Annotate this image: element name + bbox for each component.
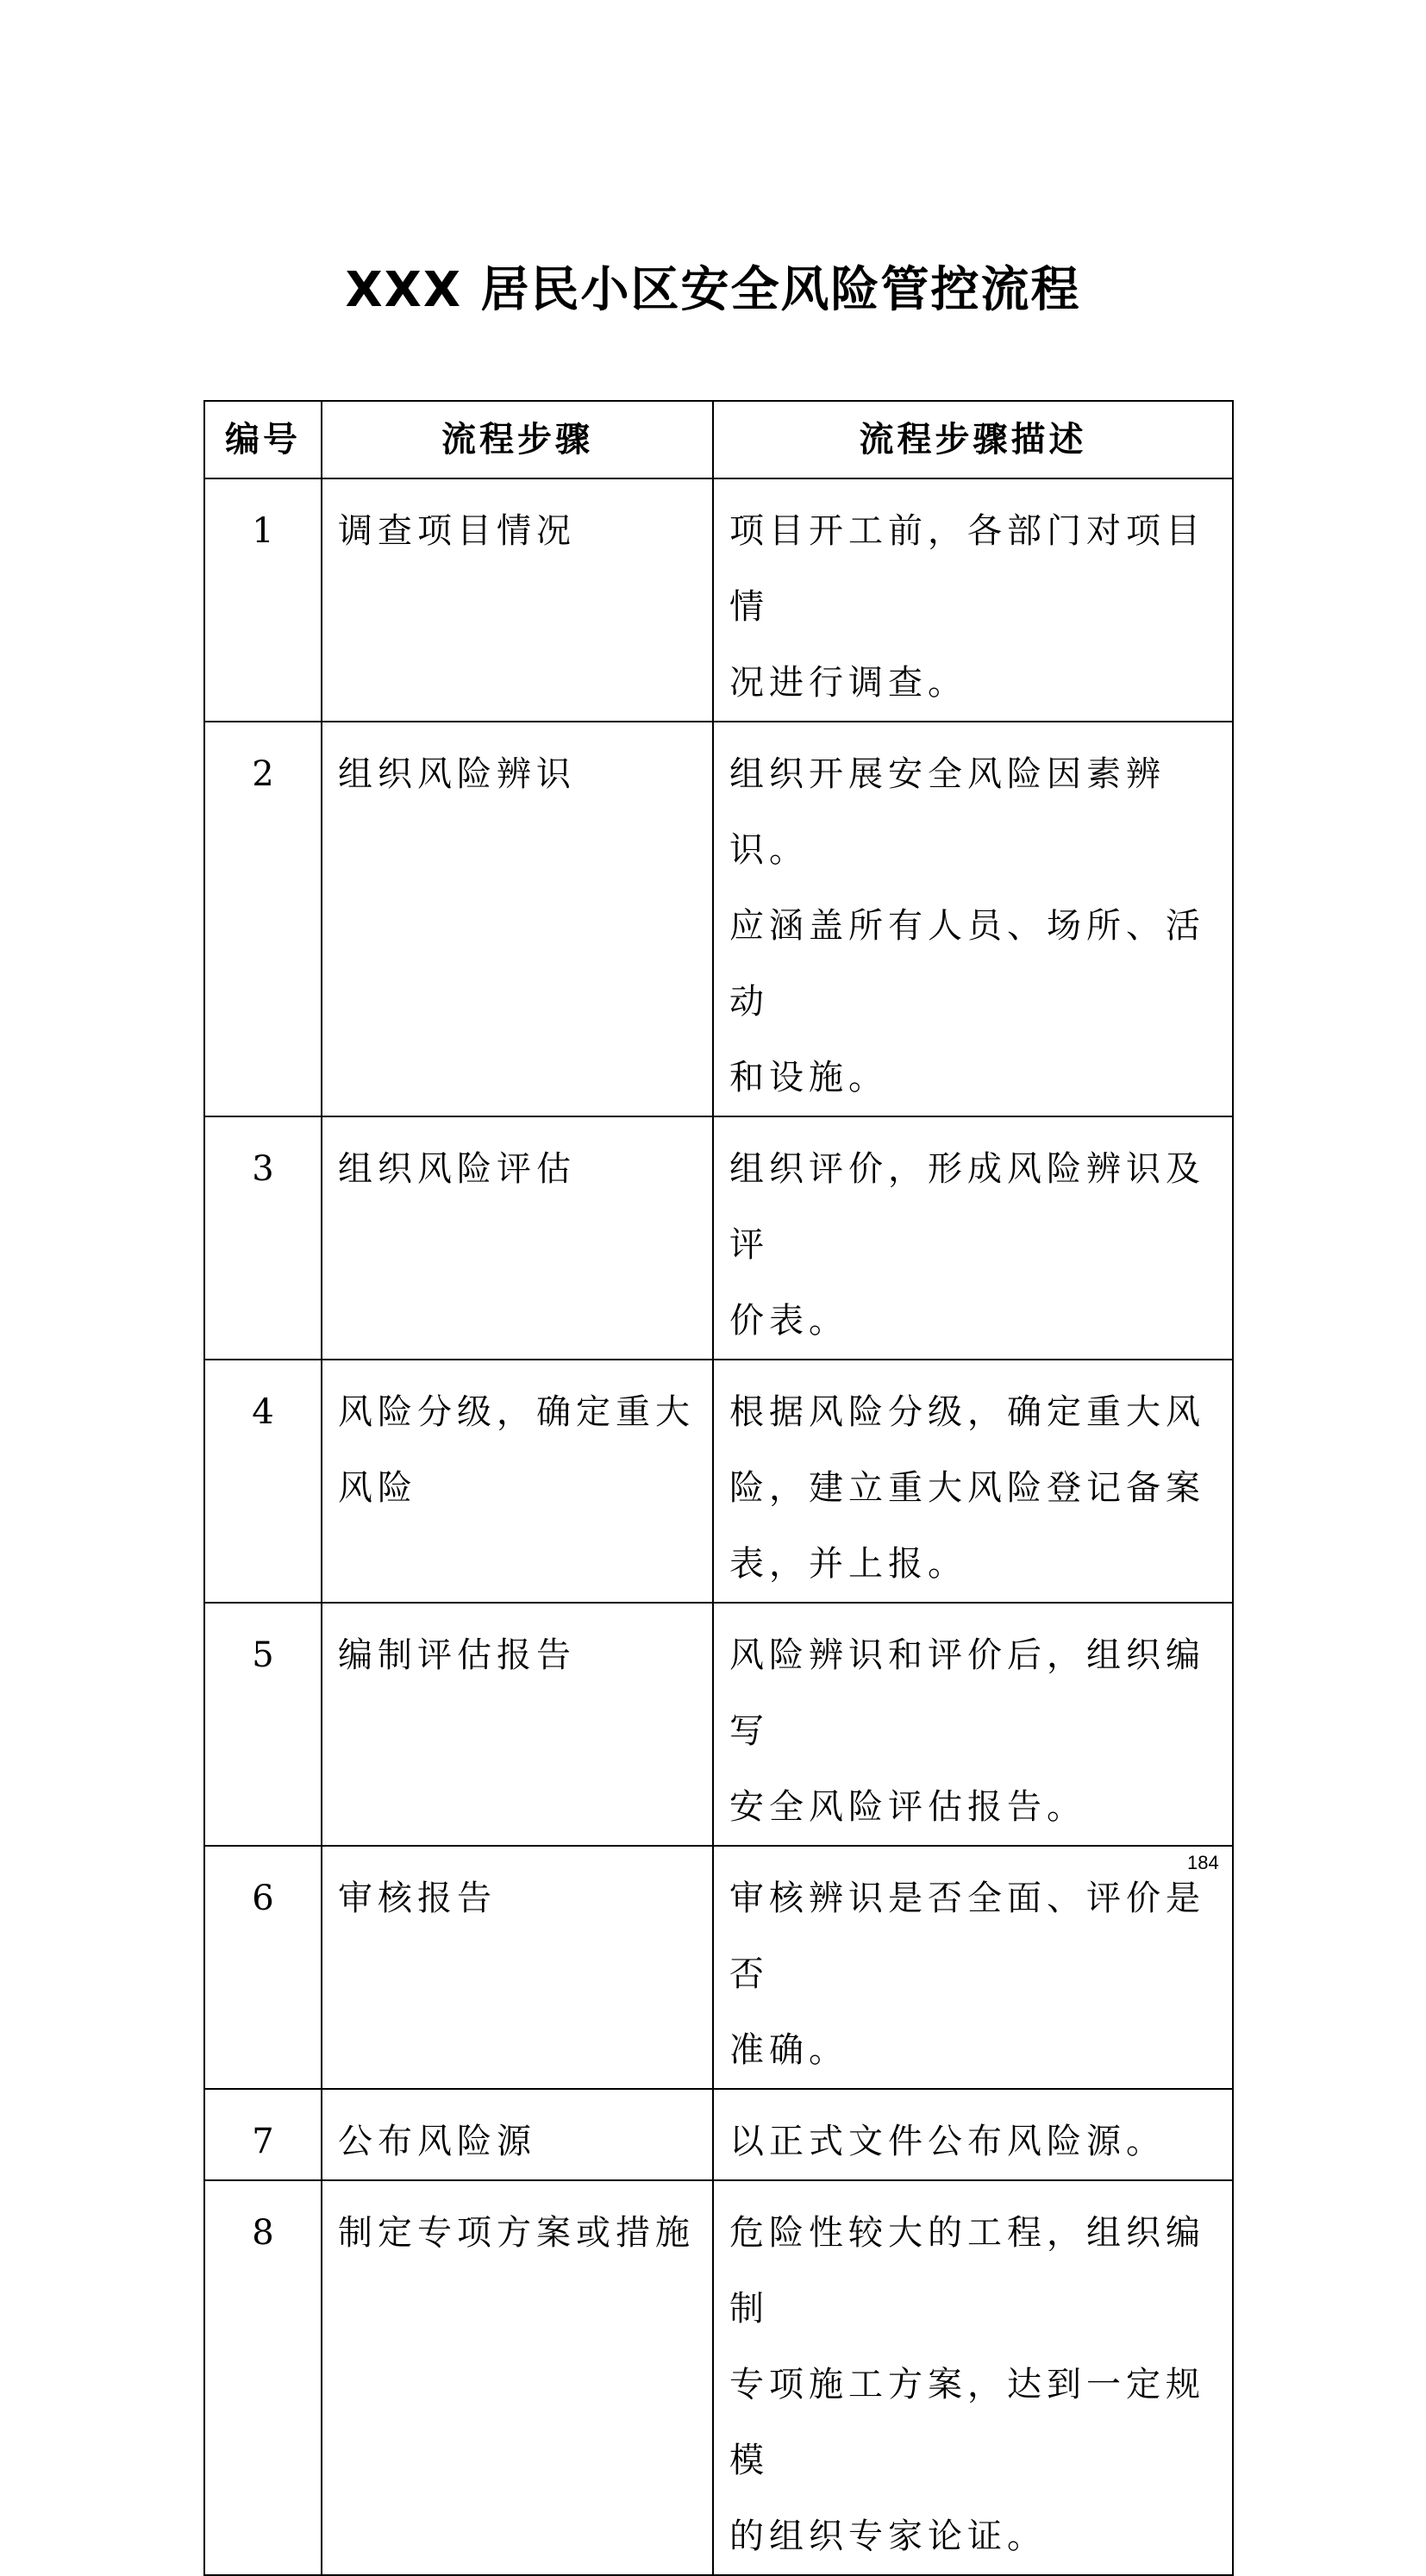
table-row: [204, 1360, 1233, 1603]
row-number: 7: [204, 2089, 322, 2180]
table-row: [204, 722, 1233, 1116]
step-line: 编制评估报告: [338, 1635, 576, 1675]
row-step: [322, 2180, 713, 2575]
description-line: 况进行调查。: [729, 663, 967, 703]
description-line: 项目开工前，各部门对项目情: [729, 511, 1205, 627]
description-line: 组织开展安全风险因素辨识。: [729, 754, 1166, 870]
row-description: [713, 1846, 1233, 2089]
step-line: 风险分级，确定重大: [338, 1392, 695, 1432]
table-row: [204, 1846, 1233, 2089]
table-row: [204, 1116, 1233, 1360]
step-line: 风险: [338, 1468, 417, 1508]
description-line: 危险性较大的工程，组织编制: [729, 2213, 1205, 2329]
description-line: 审核辨识是否全面、评价是否: [729, 1879, 1205, 1994]
header-description: 流程步骤描述: [713, 401, 1233, 478]
row-number: 4: [204, 1360, 322, 1603]
table-header-row: [204, 401, 1233, 478]
step-line: 组织风险辨识: [338, 754, 576, 794]
description-line: 险，建立重大风险登记备案: [729, 1468, 1205, 1508]
step-line: 审核报告: [338, 1879, 497, 1918]
row-step: [322, 478, 713, 722]
row-step: [322, 722, 713, 1116]
description-line: 应涵盖所有人员、场所、活动: [729, 906, 1205, 1022]
row-number: 2: [204, 722, 322, 1116]
step-line: 组织风险评估: [338, 1149, 576, 1189]
row-description: [713, 2180, 1233, 2575]
table-row: [204, 2089, 1233, 2180]
row-step: [322, 1846, 713, 2089]
process-table: [203, 400, 1234, 2576]
table-row: [204, 2180, 1233, 2575]
page-title: XXX 居民小区安全风险管控流程: [345, 262, 1081, 318]
table-row: [204, 478, 1233, 722]
step-line: 调查项目情况: [338, 511, 576, 551]
description-line: 风险辨识和评价后，组织编写: [729, 1635, 1205, 1751]
row-description: [713, 2089, 1233, 2180]
description-line: 专项施工方案，达到一定规模: [729, 2365, 1205, 2480]
row-description: [713, 1116, 1233, 1360]
row-step: [322, 1360, 713, 1603]
description-line: 表，并上报。: [729, 1544, 967, 1584]
table-row: [204, 1603, 1233, 1846]
step-line: 制定专项方案或措施: [338, 2213, 695, 2253]
row-step: [322, 1116, 713, 1360]
description-line: 组织评价，形成风险辨识及评: [729, 1149, 1205, 1265]
row-description: [713, 478, 1233, 722]
row-number: 5: [204, 1603, 322, 1846]
row-description: [713, 1360, 1233, 1603]
row-description: [713, 722, 1233, 1116]
row-number: 6: [204, 1846, 322, 2089]
header-number: 编号: [204, 401, 322, 478]
description-line: 价表。: [729, 1301, 848, 1341]
description-line: 安全风险评估报告。: [729, 1787, 1086, 1827]
description-line: 准确。: [729, 2030, 848, 2070]
description-line: 以正式文件公布风险源。: [729, 2122, 1166, 2161]
row-step: [322, 2089, 713, 2180]
step-line: 公布风险源: [338, 2122, 536, 2161]
row-step: [322, 1603, 713, 1846]
row-number: 3: [204, 1116, 322, 1360]
description-line: 和设施。: [729, 1058, 888, 1097]
row-number: 8: [204, 2180, 322, 2575]
row-description: [713, 1603, 1233, 1846]
page-number: 184: [1187, 1852, 1219, 1873]
description-line: 的组织专家论证。: [729, 2517, 1047, 2556]
header-step: 流程步骤: [322, 401, 713, 478]
description-line: 根据风险分级，确定重大风: [729, 1392, 1205, 1432]
row-number: 1: [204, 478, 322, 722]
